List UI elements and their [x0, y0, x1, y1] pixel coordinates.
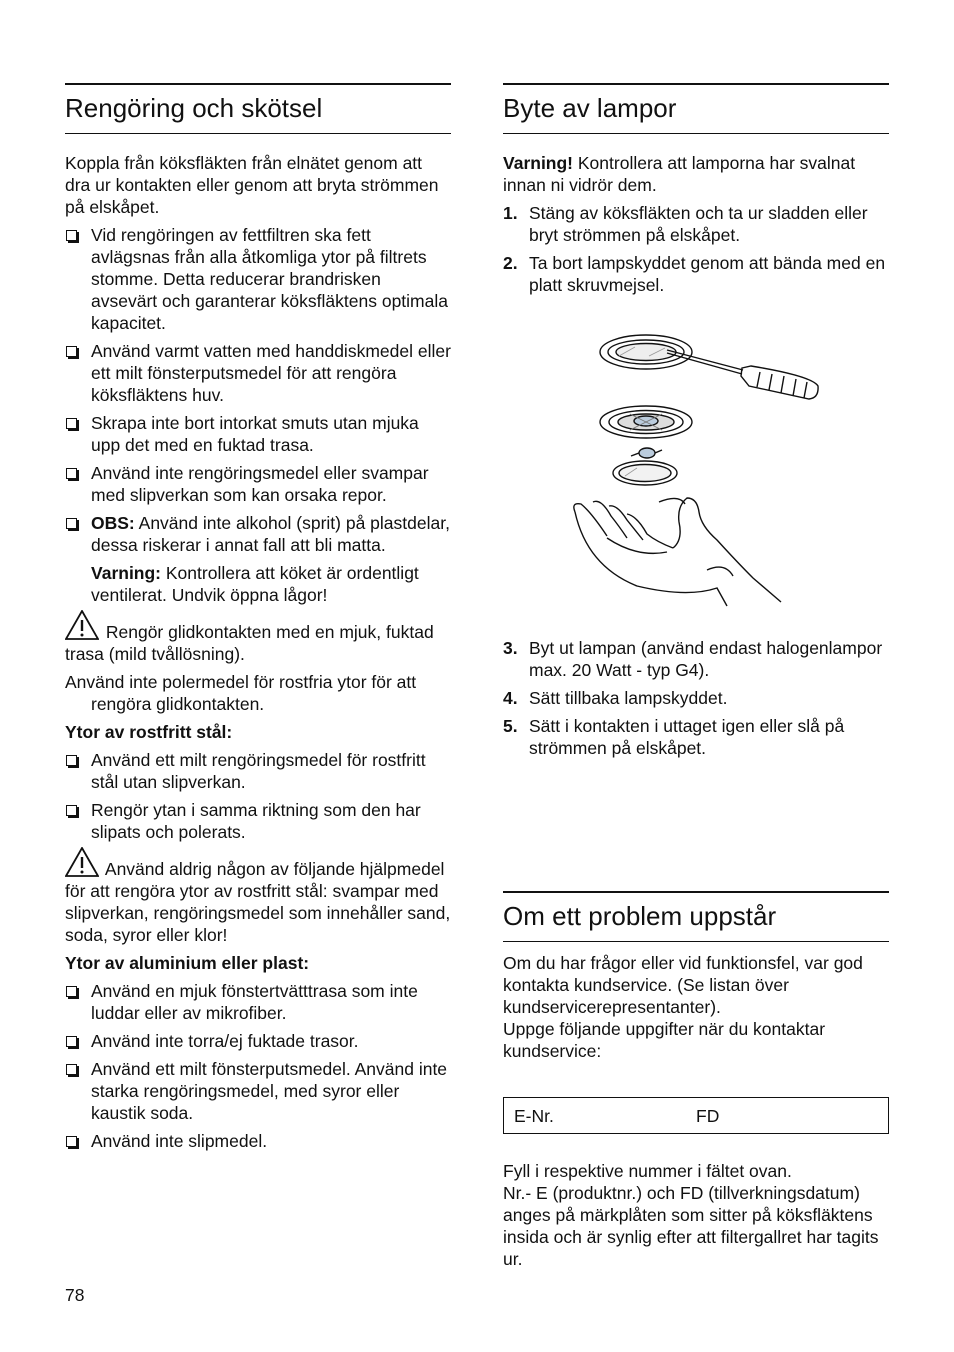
step-item: 4. Sätt tillbaka lampskyddet. — [503, 688, 728, 708]
enr-label: E-Nr. — [514, 1106, 554, 1126]
checkbox-bullet-icon — [66, 518, 77, 529]
step-item: 3. Byt ut lampan (använd endast halogenlampor max. 20 Watt - typ G4). — [503, 638, 883, 680]
glide-contact-warning: Rengör glidkontakten med en mjuk, fuktad trasa (mild tvållösning). — [65, 610, 451, 665]
halogen-bulb-icon — [631, 448, 662, 458]
right-column — [503, 83, 889, 1269]
section-title: Rengöring och skötsel — [65, 93, 323, 123]
checkbox-bullet-icon — [66, 1136, 77, 1147]
section-header — [503, 891, 889, 942]
fd-label: FD — [696, 1106, 720, 1126]
list-item: Använd varmt vatten med handdiskmedel eller ett milt fönsterputsmedel för att rengöra köksfläktens huv. — [65, 340, 451, 406]
list-item: Använd ett milt rengöringsmedel för rostfritt stål utan slipverkan. — [65, 749, 451, 793]
page-number: 78 — [65, 1285, 85, 1305]
open-hand-icon — [574, 498, 781, 606]
lamp-cover-with-screwdriver — [600, 335, 692, 369]
section-header — [65, 83, 451, 134]
list-item: Använd en mjuk fönstertvätttrasa som inte luddar eller av mikrofiber. — [65, 980, 451, 1024]
left-column — [65, 83, 451, 1152]
steel-warning: Använd aldrig någon av följande hjälpmedel för att rengöra ytor av rostfritt stål: svampar med slipverkan, rengöringsmedel som innehåller sand, soda, syror eller klor! — [65, 847, 451, 946]
step-item: 2. Ta bort lampskyddet genom att bända med en platt skruvmejsel. — [503, 253, 886, 295]
problem-section — [503, 891, 889, 1270]
checkbox-bullet-icon — [66, 1036, 77, 1047]
list-item: Vid rengöringen av fettfiltren ska fett avlägsnas från alla åtkomliga ytor på filtrets stomme. Detta reducerar brandrisken avsevärt och garanterar köksfläktens optimala kapacitet. — [65, 224, 451, 334]
checkbox-bullet-icon — [66, 755, 77, 766]
protective-glass — [613, 461, 677, 485]
checkbox-bullet-icon — [66, 1064, 77, 1075]
list-item: Använd ett milt fönsterputsmedel. Använd inte starka rengöringsmedel, med syror eller kaustik soda. — [65, 1058, 451, 1124]
list-item: Skrapa inte bort intorkat smuts utan mjuka upp det med en fuktad trasa. — [65, 412, 451, 456]
problem-paragraph: Om du har frågor eller vid funktionsfel, var god kontakta kundservice. (Se listan över kundservicerepresentanter). — [503, 953, 863, 1017]
obs-label: OBS: — [91, 513, 135, 533]
warning-triangle-icon — [65, 610, 99, 640]
intro-paragraph: Koppla från köksfläkten från elnätet genom att dra ur kontakten eller genom att bryta strömmen på elskåpet. — [65, 153, 439, 217]
steps-continued — [503, 637, 889, 759]
warning-label: Varning! — [503, 153, 574, 173]
step-item: 1. Stäng av köksfläkten och ta ur sladden eller bryt strömmen på elskåpet. — [503, 203, 868, 245]
list-item: Använd inte slipmedel. — [65, 1130, 451, 1152]
product-number-box — [503, 1097, 889, 1134]
fill-paragraph: Fyll i respektive nummer i fältet ovan. — [503, 1161, 792, 1181]
lamp-warning: Varning! Kontrollera att lamporna har svalnat innan ni vidrör dem. — [503, 153, 856, 195]
section-title: Byte av lampor — [503, 93, 677, 123]
polish-paragraph: Använd inte polermedel för rostfria ytor för att rengöra glidkontakten. — [65, 672, 417, 714]
problem-paragraph: Uppge följande uppgifter när du kontaktar kundservice: — [503, 1019, 826, 1061]
fill-paragraph: Nr.- E (produktnr.) och FD (tillverkningsdatum) anges på märkplåten som sitter på köksfläktens insida och är synlig efter att filtergallret har tagits ur. — [503, 1183, 879, 1269]
checkbox-bullet-icon — [66, 805, 77, 816]
step-item: 5. Sätt i kontakten i uttaget igen eller slå på strömmen på elskåpet. — [503, 716, 845, 758]
section-header — [503, 83, 889, 134]
section-title: Om ett problem uppstår — [503, 901, 777, 931]
checkbox-bullet-icon — [66, 986, 77, 997]
alu-heading: Ytor av aluminium eller plast: — [65, 953, 310, 973]
list-item: Använd inte torra/ej fuktade trasor. — [65, 1030, 451, 1052]
lamp-replacement-illustration — [567, 326, 827, 608]
list-item: Rengör ytan i samma riktning som den har slipats och polerats. — [65, 799, 451, 843]
warning-label: Varning: — [91, 563, 162, 583]
checkbox-bullet-icon — [66, 418, 77, 429]
checkbox-bullet-icon — [66, 346, 77, 357]
checkbox-bullet-icon — [66, 468, 77, 479]
steel-heading: Ytor av rostfritt stål: — [65, 722, 233, 742]
warning-triangle-icon — [65, 847, 99, 877]
warning-paragraph: Varning: Kontrollera att köket är ordentligt ventilerat. Undvik öppna lågor! — [91, 563, 419, 605]
lamp-housing — [600, 406, 692, 438]
checkbox-bullet-icon — [66, 230, 77, 241]
list-item: OBS: Använd inte alkohol (sprit) på plastdelar, dessa riskerar i annat fall att bli matta. — [65, 512, 451, 556]
list-item: Använd inte rengöringsmedel eller svampar med slipverkan som kan orsaka repor. — [65, 462, 451, 506]
